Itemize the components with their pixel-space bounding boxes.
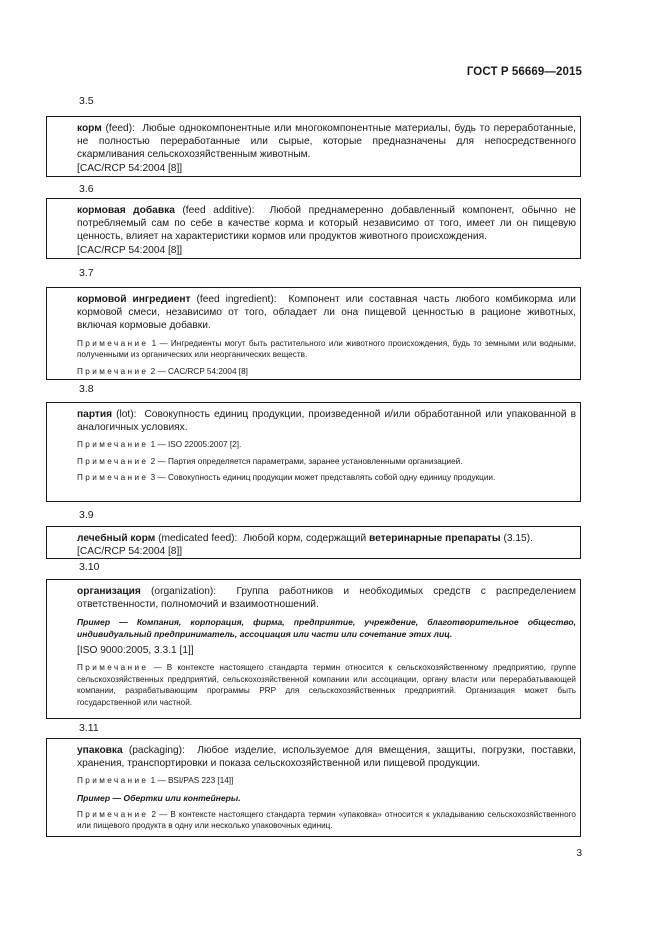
source-reference: [CAC/RCP 54:2004 [8]] xyxy=(77,162,183,174)
cross-reference-term: ветеринарные препараты xyxy=(368,533,501,544)
note xyxy=(77,775,576,787)
term-number: 3.8 xyxy=(79,383,94,395)
note-text: 3 — Совокупность единиц продукции может представлять собой одну единицу продукции. xyxy=(150,473,496,483)
note-label: Примечание xyxy=(77,776,149,786)
note-text: 1 — BSI/PAS 223 [14]] xyxy=(150,776,234,786)
term-definition xyxy=(77,122,576,175)
note-label: Примечание xyxy=(77,338,149,348)
term-definition xyxy=(77,408,576,434)
note-text: 2 — CAC/RCP 54:2004 [8] xyxy=(150,366,248,376)
note xyxy=(77,472,576,484)
term-name: кормовая добавка xyxy=(77,205,175,216)
term-english: (organization): xyxy=(151,586,217,597)
note-label: Примечание xyxy=(77,809,149,819)
note-label: Примечание xyxy=(77,663,149,673)
note-text: 2 — В контексте настоящего стандарта термин «упаковка» относится к укладыванию сельскохозяйственного или пищевого продукта в одну или несколько упаковочных единиц. xyxy=(77,809,576,831)
source-reference: [ISO 9000:2005, 3.3.1 [1]] xyxy=(77,645,194,657)
definition-text: Любое изделие, используемое для вмещения, защиты, погрузки, поставки, хранения, транспортировки и показа сельскохозяйственной или пищевой продукции. xyxy=(77,745,576,770)
definition-text: Компонент или составная часть любого комбикорма или кормовой смеси, независимо от того, обладает ли она пищевой ценностью в рационе животных, включая кормовые добавки. xyxy=(77,294,576,332)
document-code: ГОСТ Р 56669—2015 xyxy=(466,66,582,78)
example: Пример — Компания, корпорация, фирма, предприятие, учреждение, благотворительное общество, индивидуальный предприниматель, ассоциация или части или сочетание этих лиц. xyxy=(77,617,576,640)
term-number: 3.5 xyxy=(79,95,94,107)
term-english: (medicated feed): xyxy=(158,533,238,544)
term-english: (feed ingredient): xyxy=(196,294,277,305)
term-name: лечебный корм xyxy=(77,533,156,544)
definition-text: Совокупность единиц продукции, произведенной и/или обработанной или упакованной в аналогичных условиях. xyxy=(77,409,576,434)
note xyxy=(77,366,576,378)
cross-reference-number: (3.15). xyxy=(503,533,533,544)
note xyxy=(77,662,576,708)
definition-text: Любой корм, содержащий xyxy=(243,533,367,544)
term-definition xyxy=(77,293,576,333)
note-label: Примечание xyxy=(77,473,149,483)
term-number: 3.7 xyxy=(79,267,94,279)
term-box-organization xyxy=(46,579,581,719)
example: Пример — Обертки или контейнеры. xyxy=(77,792,241,803)
term-definition xyxy=(77,204,576,257)
term-number: 3.10 xyxy=(79,561,100,573)
note xyxy=(77,456,576,468)
term-definition xyxy=(77,744,576,770)
term-box-feed-additive xyxy=(46,198,581,259)
source-reference: [CAC/RCP 54:2004 [8]] xyxy=(77,546,183,558)
term-number: 3.11 xyxy=(79,722,99,734)
term-box-medicated-feed xyxy=(46,526,581,559)
term-number: 3.6 xyxy=(79,183,94,195)
term-name: кормовой ингредиент xyxy=(77,294,191,305)
term-english: (feed): xyxy=(105,123,135,134)
note-label: Примечание xyxy=(77,366,149,376)
note-label: Примечание xyxy=(77,440,149,450)
source-reference: [CAC/RCP 54:2004 [8]] xyxy=(77,244,183,256)
definition-text: Группа работников и необходимых средств с распределением ответственности, полномочий и взаимоотношений. xyxy=(77,586,576,611)
note-text: 1 — Ингредиенты могут быть растительного или животного происхождения, будь то земными или водными, полученными из органических или неорганических веществ. xyxy=(77,338,577,360)
term-name: упаковка xyxy=(77,745,123,756)
note-text: — В контексте настоящего стандарта термин относится к сельскохозяйственному предприятию, группе сельскохозяйственных предприятий, сельскохозяйственной компании или ассоциации, органу власти или перерабатывающей компании, разрабатывающим программы PRP для сельскохозяйственных предприятий. Организация может быть государственной или частной. xyxy=(77,663,576,707)
note-text: 2 — Партия определяется параметрами, заранее установленными организацией. xyxy=(150,456,463,466)
definition-text: Любые однокомпонентные или многокомпонентные материалы, будь то переработанные, не полностью переработанные или сырые, которые предназначены для непосредственного скармливания сельскохозяйственным животным. xyxy=(77,123,576,161)
note xyxy=(77,338,576,361)
term-box-feed-ingredient xyxy=(46,287,581,380)
term-name: организация xyxy=(77,586,141,597)
note-label: Примечание xyxy=(77,456,149,466)
term-box-feed xyxy=(46,116,581,177)
term-name: партия xyxy=(77,409,113,420)
term-definition xyxy=(77,585,576,611)
term-definition xyxy=(77,532,576,558)
term-english: (feed additive): xyxy=(182,205,255,216)
note xyxy=(77,809,576,832)
term-name: корм xyxy=(77,123,102,134)
term-box-lot xyxy=(46,402,581,502)
term-box-packaging xyxy=(46,738,581,837)
note-text: 1 — ISO 22005:2007 [2]. xyxy=(150,440,242,450)
term-english: (lot): xyxy=(116,409,137,420)
page-number: 3 xyxy=(576,848,582,859)
term-english: (packaging): xyxy=(128,745,185,756)
definition-text: Любой преднамеренно добавленный компонент, обычно не потребляемый сам по себе в качестве корма и который независимо от того, имеет ли он пищевую ценность, влияет на характеристики кормов или продуктов животного происхождения. xyxy=(77,205,576,243)
term-number: 3.9 xyxy=(79,509,94,521)
note xyxy=(77,439,576,451)
